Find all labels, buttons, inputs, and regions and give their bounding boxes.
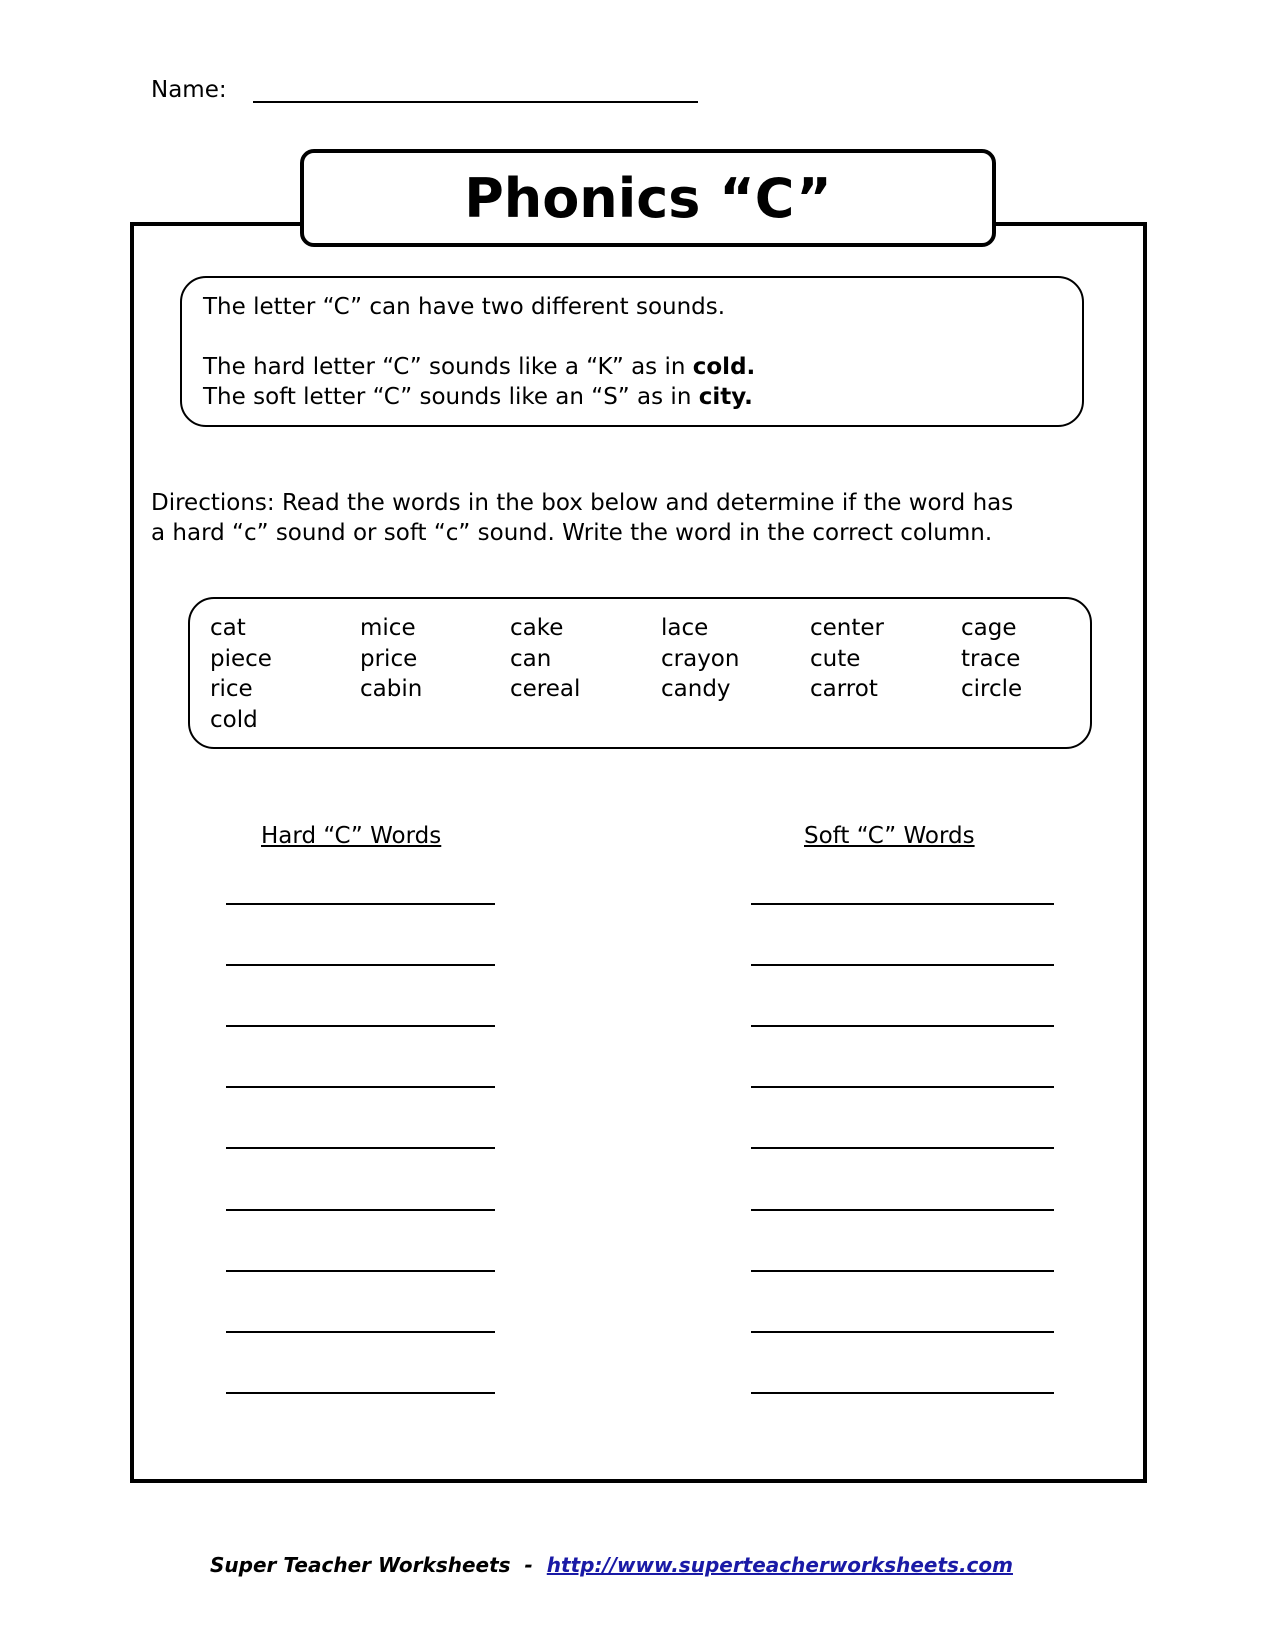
footer-separator: - — [524, 1553, 533, 1577]
word-bank-item: cute — [810, 645, 861, 672]
word-bank-item: carrot — [810, 676, 878, 702]
soft-text: The soft letter “C” sounds like an “S” as in — [203, 384, 699, 410]
word-bank-item: trace — [961, 645, 1021, 672]
soft-c-answer-line[interactable] — [751, 1147, 1054, 1149]
word-bank-item: cage — [961, 615, 1017, 641]
word-bank-item: piece — [210, 645, 272, 672]
word-bank-item: rice — [210, 676, 253, 702]
soft-example: city. — [698, 384, 753, 410]
soft-c-answer-line[interactable] — [751, 1025, 1054, 1027]
hard-c-answer-line[interactable] — [226, 964, 495, 966]
hard-c-answer-line[interactable] — [226, 1392, 495, 1394]
hard-c-answer-line[interactable] — [226, 1331, 495, 1333]
hard-c-answer-line[interactable] — [226, 1086, 495, 1088]
word-bank-item: cabin — [360, 676, 423, 702]
word-bank-item: cereal — [510, 676, 581, 702]
footer-brand: Super Teacher Worksheets — [210, 1553, 511, 1577]
title-box — [300, 149, 996, 247]
word-bank-item: mice — [360, 615, 416, 641]
directions — [151, 488, 1013, 548]
word-bank-item: cold — [210, 706, 258, 733]
hard-c-answer-line[interactable] — [226, 903, 495, 905]
footer — [210, 1553, 1013, 1577]
word-bank-item: price — [360, 645, 418, 672]
hard-c-answer-line[interactable] — [226, 1270, 495, 1272]
hard-c-answer-line[interactable] — [226, 1209, 495, 1211]
word-bank-item: candy — [661, 676, 731, 702]
hard-c-answer-line[interactable] — [226, 1025, 495, 1027]
name-input-line[interactable] — [253, 101, 698, 103]
soft-c-answer-line[interactable] — [751, 964, 1054, 966]
soft-c-answer-line[interactable] — [751, 1209, 1054, 1211]
info-line-intro: The letter “C” can have two different sounds. — [203, 294, 726, 320]
word-bank-item: cat — [210, 615, 246, 641]
word-bank-box — [188, 597, 1092, 749]
hard-text: The hard letter “C” sounds like a “K” as in — [203, 354, 693, 380]
soft-c-answer-line[interactable] — [751, 1086, 1054, 1088]
soft-c-answer-line[interactable] — [751, 1331, 1054, 1333]
directions-line-1: Directions: Read the words in the box below and determine if the word has — [151, 490, 1014, 516]
soft-c-heading: Soft “C” Words — [804, 823, 975, 849]
word-bank-item: crayon — [661, 645, 740, 672]
page-title: Phonics “C” — [464, 166, 832, 230]
word-bank-item: can — [510, 645, 552, 672]
hard-c-heading: Hard “C” Words — [261, 823, 442, 849]
soft-c-answer-line[interactable] — [751, 1392, 1054, 1394]
hard-example: cold. — [692, 354, 756, 380]
word-bank-item: lace — [661, 615, 709, 641]
footer-link[interactable]: http://www.superteacherworksheets.com — [546, 1553, 1013, 1577]
word-bank-item: circle — [961, 676, 1023, 702]
soft-c-answer-line[interactable] — [751, 903, 1054, 905]
name-label: Name: — [151, 77, 227, 103]
hard-c-answer-line[interactable] — [226, 1147, 495, 1149]
info-line-hard — [203, 353, 755, 382]
word-bank-item: center — [810, 615, 884, 641]
soft-c-answer-line[interactable] — [751, 1270, 1054, 1272]
directions-line-2: a hard “c” sound or soft “c” sound. Write the word in the correct column. — [151, 520, 993, 546]
word-bank-item: cake — [510, 615, 564, 641]
info-line-soft — [203, 383, 753, 412]
